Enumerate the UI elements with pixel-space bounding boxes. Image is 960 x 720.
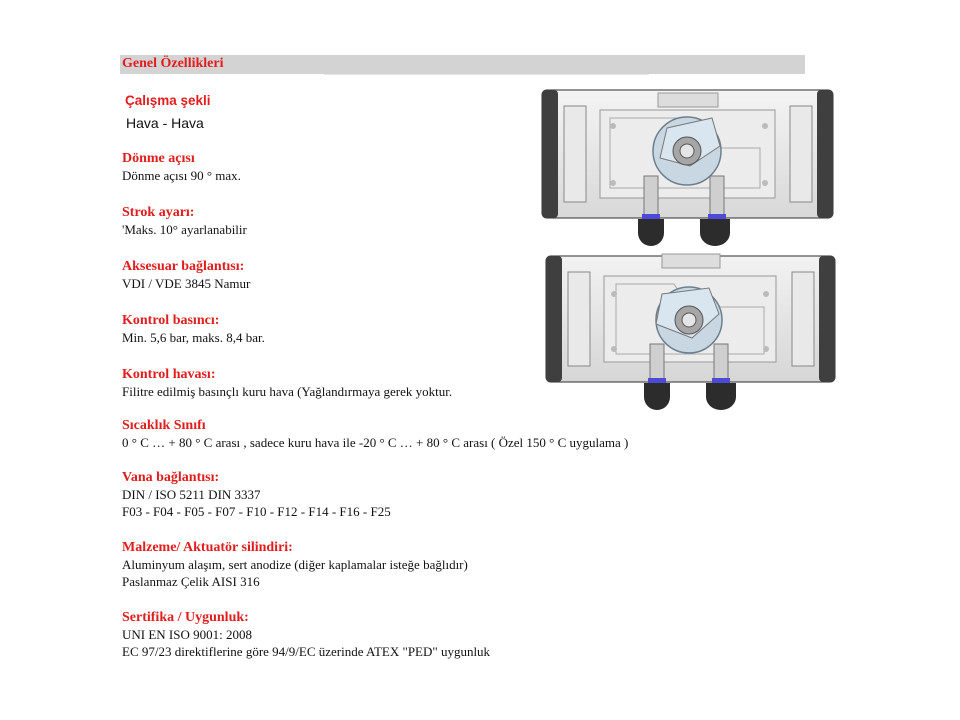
spec-certification <box>122 609 490 660</box>
spec-control-air <box>122 366 452 400</box>
spec-heading: Kontrol basıncı: <box>122 313 220 328</box>
section-header-title: Genel Özellikleri <box>122 56 224 71</box>
section-header-bar <box>120 55 805 74</box>
spec-material <box>122 539 468 590</box>
spec-operation-mode <box>125 92 211 132</box>
spec-heading: Sıcaklık Sınıfı <box>122 418 206 433</box>
spec-value: Dönme açısı 90 ° max. <box>122 168 241 183</box>
spec-heading: Vana bağlantısı: <box>122 470 220 485</box>
spec-rotation-angle <box>122 150 241 184</box>
spec-heading: Kontrol havası: <box>122 367 216 382</box>
spec-control-pressure <box>122 312 265 346</box>
actuator-image-top <box>540 88 835 250</box>
spec-heading: Aksesuar bağlantısı: <box>122 259 245 274</box>
spec-value: Min. 5,6 bar, maks. 8,4 bar. <box>122 330 265 345</box>
spec-value: EC 97/23 direktiflerine göre 94/9/EC üzerinde ATEX "PED" uygunluk <box>122 644 491 659</box>
spec-value: Paslanmaz Çelik AISI 316 <box>122 574 260 589</box>
spec-value: 'Maks. 10° ayarlanabilir <box>122 222 247 237</box>
header-underline <box>324 74 649 75</box>
spec-accessory-connection <box>122 258 250 292</box>
spec-valve-connection <box>122 469 391 520</box>
spec-heading: Strok ayarı: <box>122 205 195 220</box>
spec-value: 0 ° C … + 80 ° C arası , sadece kuru hava ile -20 ° C … + 80 ° C arası ( Özel 150 ° C uygulama ) <box>122 435 629 450</box>
spec-value: VDI / VDE 3845 Namur <box>122 276 251 291</box>
spec-temperature-class <box>122 417 628 451</box>
spec-value: UNI EN ISO 9001: 2008 <box>122 627 252 642</box>
actuator-image-bottom <box>544 252 837 414</box>
spec-heading: Malzeme/ Aktuatör silindiri: <box>122 540 293 555</box>
spec-heading: Çalışma şekli <box>125 93 211 108</box>
spec-heading: Dönme açısı <box>122 151 195 166</box>
spec-value: Hava - Hava <box>126 115 204 131</box>
spec-value: Aluminyum alaşım, sert anodize (diğer kaplamalar isteğe bağlıdır) <box>122 557 468 572</box>
spec-heading: Sertifika / Uygunluk: <box>122 610 249 625</box>
spec-value: F03 - F04 - F05 - F07 - F10 - F12 - F14 - F16 - F25 <box>122 504 391 519</box>
spec-value: Filitre edilmiş basınçlı kuru hava (Yağlandırmaya gerek yoktur. <box>122 384 453 399</box>
spec-value: DIN / ISO 5211 DIN 3337 <box>122 487 261 502</box>
spec-stroke-adjustment <box>122 204 247 238</box>
